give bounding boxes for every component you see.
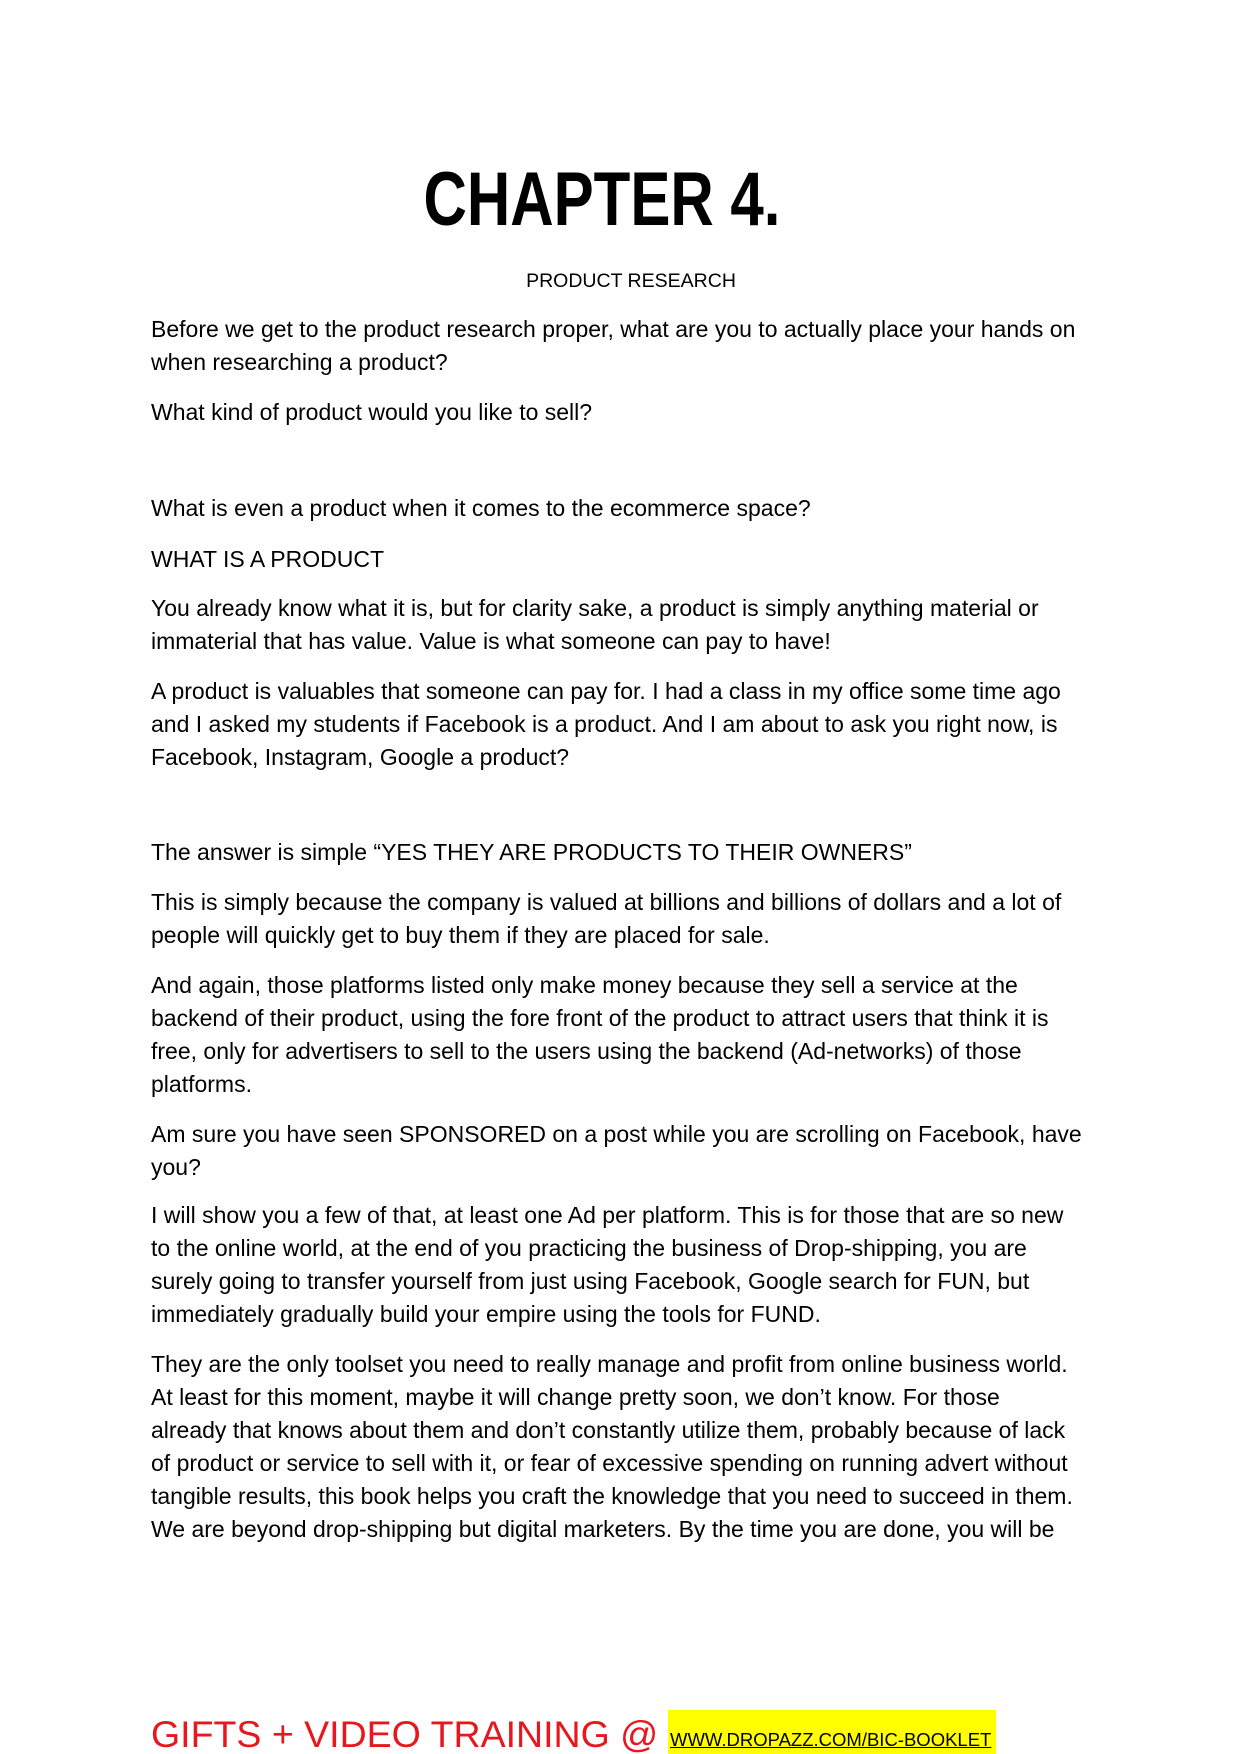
chapter-title: CHAPTER 4. [423, 157, 781, 242]
paragraph [151, 1118, 1191, 1184]
paragraph-line: Am sure you have seen SPONSORED on a post while you are scrolling on Facebook, have [151, 1121, 1082, 1147]
paragraph-line: surely going to transfer yourself from just using Facebook, Google search for FUN, but [151, 1268, 1030, 1294]
paragraph-line: At least for this moment, maybe it will change pretty soon, we don’t know. For those [151, 1384, 1000, 1410]
link-highlight[interactable] [668, 1710, 996, 1754]
paragraph [151, 886, 1191, 952]
paragraph-line: backend of their product, using the fore front of the product to attract users that think it is [151, 1005, 1049, 1031]
paragraph [151, 1199, 1191, 1331]
paragraph [151, 969, 1191, 1101]
paragraph-line: immaterial that has value. Value is what someone can pay to have! [151, 628, 831, 654]
paragraph [151, 1348, 1191, 1546]
paragraph-line: to the online world, at the end of you practicing the business of Drop-shipping, you are [151, 1235, 1027, 1261]
paragraph [151, 492, 1191, 525]
paragraph-line: tangible results, this book helps you craft the knowledge that you need to succeed in them. [151, 1483, 1073, 1509]
paragraph-line: You already know what it is, but for clarity sake, a product is simply anything material or [151, 595, 1039, 621]
paragraph-line: immediately gradually build your empire using the tools for FUND. [151, 1301, 821, 1327]
paragraph-line: This is simply because the company is valued at billions and billions of dollars and a lot of [151, 889, 1062, 915]
paragraph-line: And again, those platforms listed only make money because they sell a service at the [151, 972, 1018, 998]
paragraph-line: and I asked my students if Facebook is a product. And I am about to ask you right now, is [151, 711, 1058, 737]
paragraph [151, 836, 1191, 869]
paragraph-line: already that knows about them and don’t constantly utilize them, probably because of lack [151, 1417, 1066, 1443]
paragraph-line: free, only for advertisers to sell to the users using the backend (Ad-networks) of those [151, 1038, 1022, 1064]
section-heading-text: WHAT IS A PRODUCT [151, 546, 385, 572]
paragraph-line: What kind of product would you like to sell? [151, 399, 593, 425]
paragraph-line: Facebook, Instagram, Google a product? [151, 744, 570, 770]
paragraph-line: I will show you a few of that, at least one Ad per platform. This is for those that are so new [151, 1202, 1064, 1228]
paragraph-line: people will quickly get to buy them if they are placed for sale. [151, 922, 770, 948]
chapter-subtitle: PRODUCT RESEARCH [526, 270, 736, 292]
paragraph-line: Before we get to the product research proper, what are you to actually place your hands on [151, 316, 1076, 342]
paragraph-line: when researching a product? [151, 349, 448, 375]
paragraph-line: platforms. [151, 1071, 252, 1097]
paragraph [151, 396, 1191, 429]
paragraph [151, 592, 1191, 658]
paragraph-line: you? [151, 1154, 201, 1180]
paragraph [151, 313, 1191, 379]
section-heading [151, 543, 1191, 576]
paragraph-line: They are the only toolset you need to really manage and profit from online business world. [151, 1351, 1068, 1377]
paragraph-line: We are beyond drop-shipping but digital marketers. By the time you are done, you will be [151, 1516, 1055, 1542]
booklet-link[interactable]: WWW.DROPAZZ.COM/BIC-BOOKLET [670, 1729, 992, 1750]
paragraph-line: What is even a product when it comes to the ecommerce space? [151, 495, 811, 521]
footer-promo-text: GIFTS + VIDEO TRAINING @ [151, 1713, 659, 1754]
paragraph [151, 675, 1191, 774]
paragraph-line: The answer is simple “YES THEY ARE PRODUCTS TO THEIR OWNERS” [151, 839, 912, 865]
paragraph-line: A product is valuables that someone can pay for. I had a class in my office some time ago [151, 678, 1061, 704]
paragraph-line: of product or service to sell with it, or fear of excessive spending on running advert without [151, 1450, 1068, 1476]
